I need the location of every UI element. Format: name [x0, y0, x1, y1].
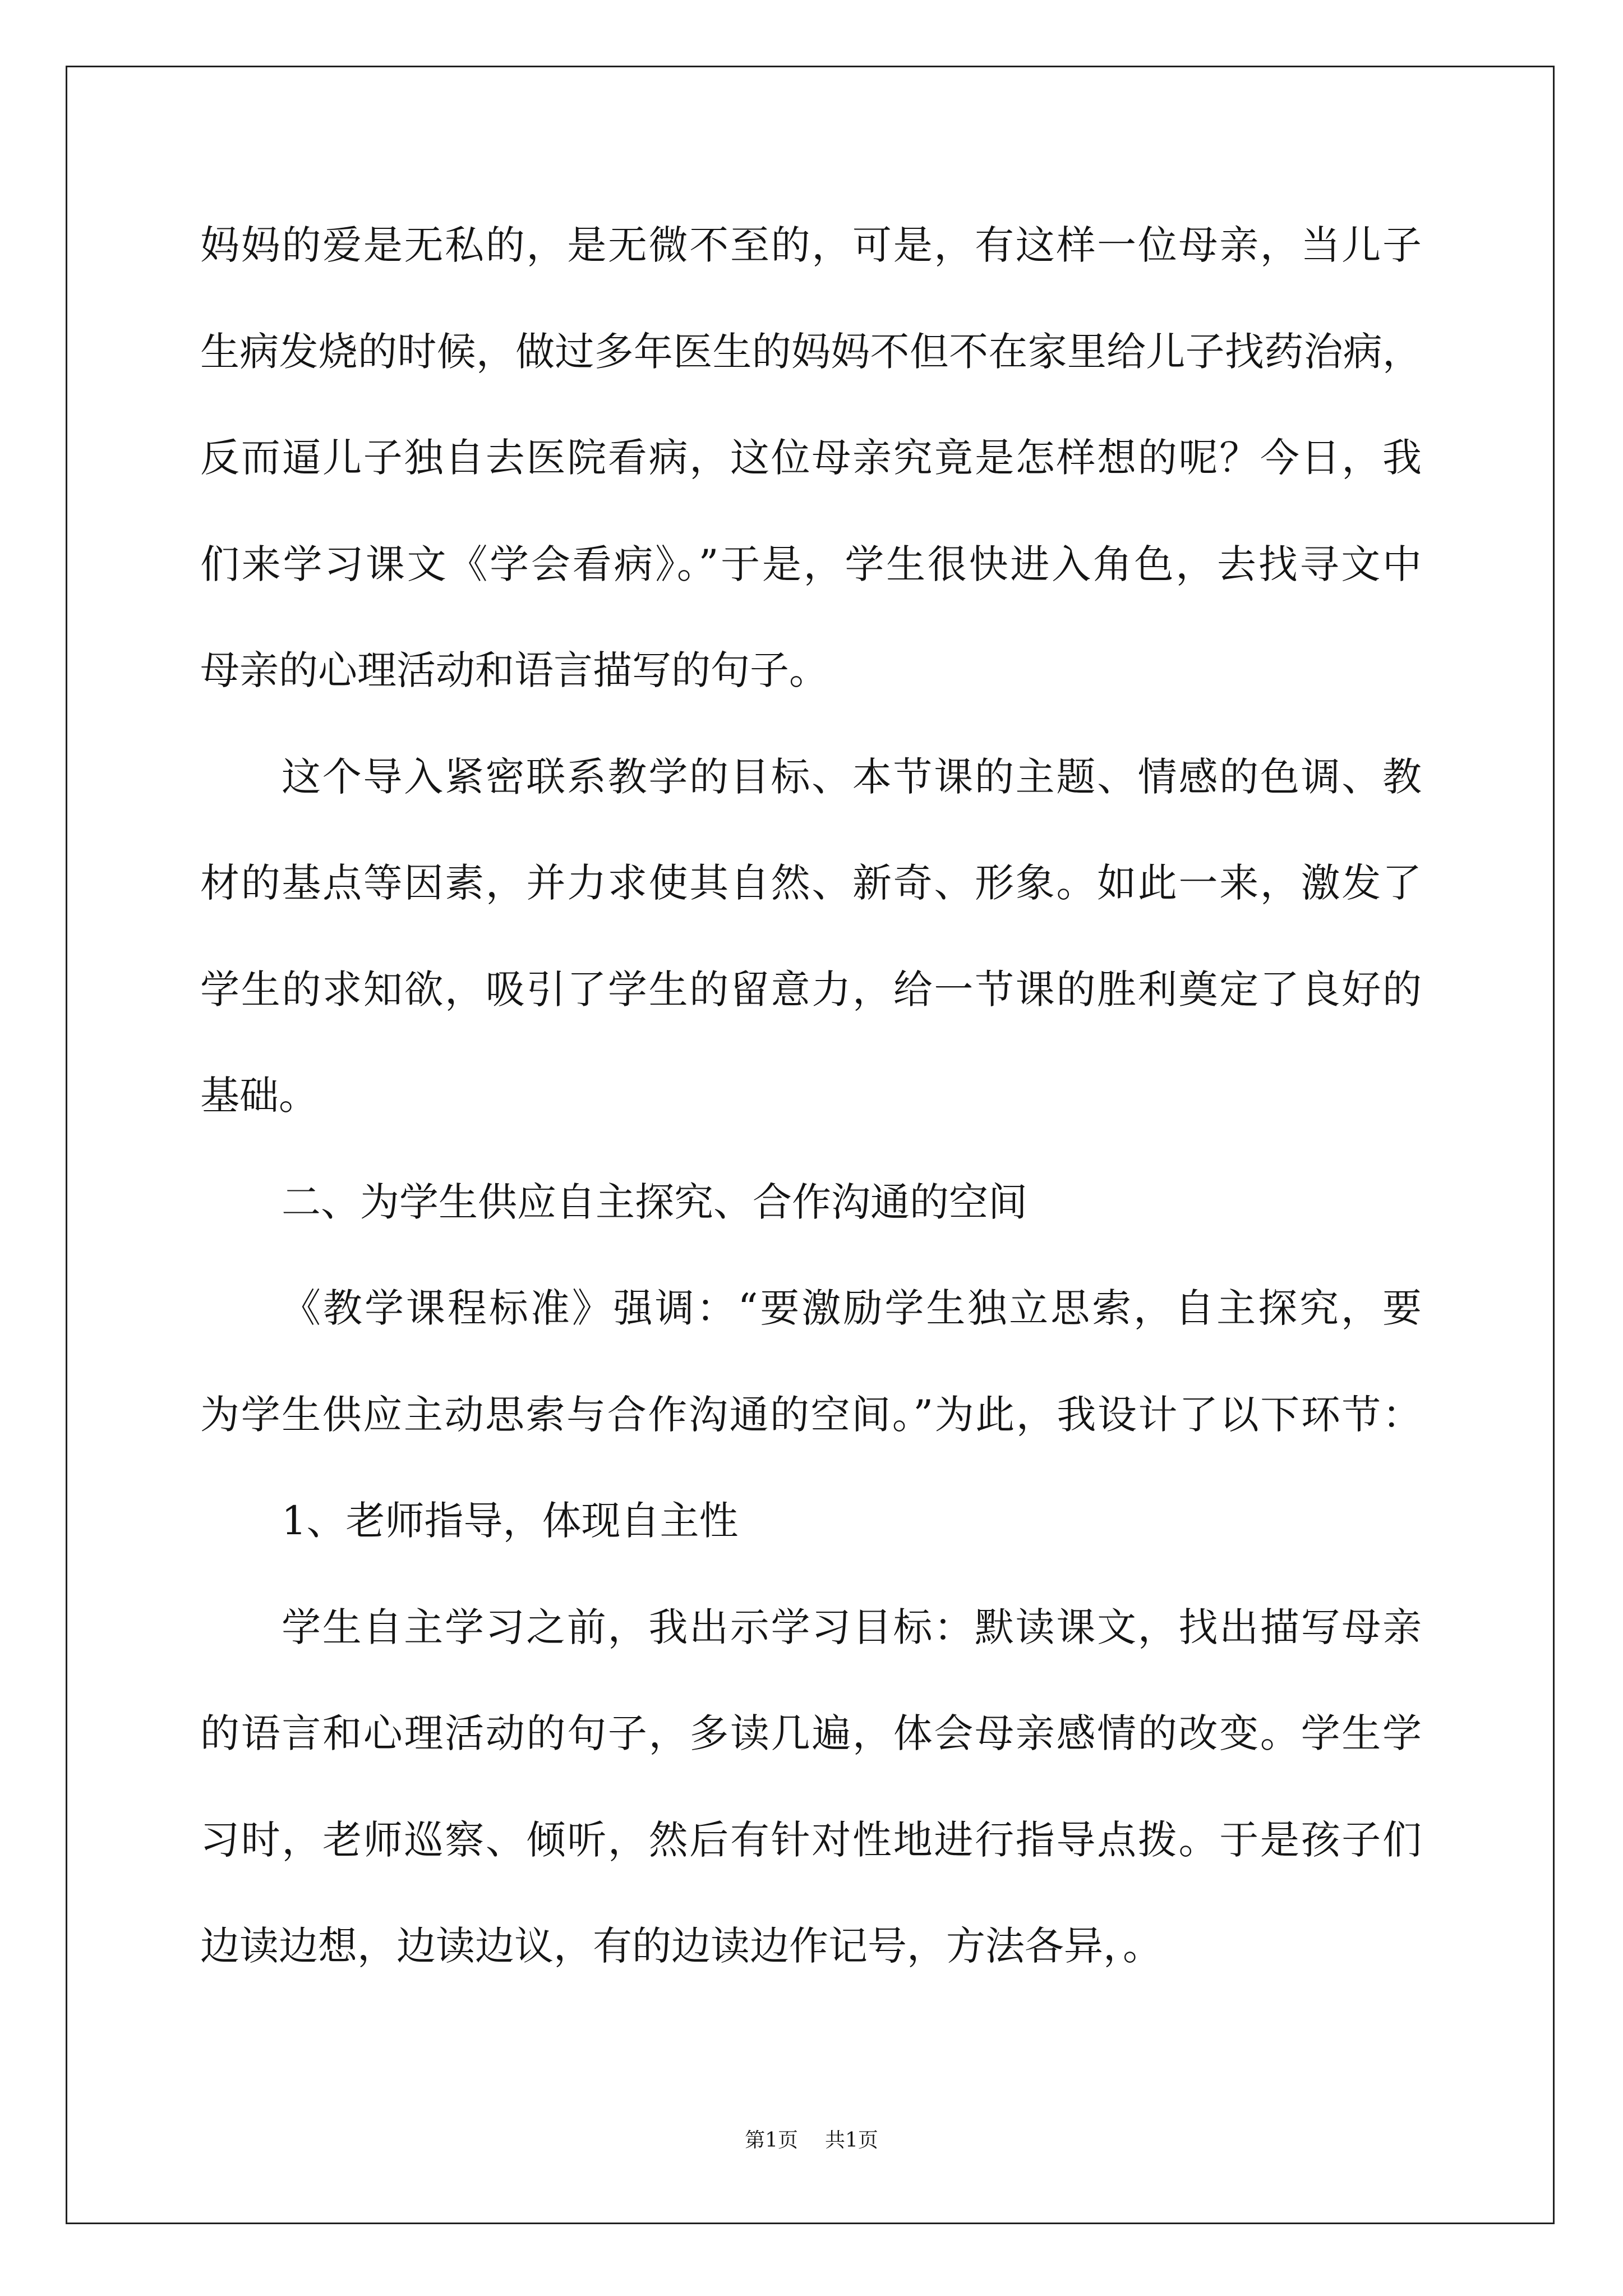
text-line: 母亲的心理活动和语言描写的句子。	[200, 647, 828, 693]
text-line: 的语言和心理活动的句子，多读几遍，体会母亲感情的改变。学生学	[200, 1710, 1422, 1756]
subsection-heading	[200, 1468, 1422, 1575]
text-line: 边读边想，边读边议，有的边读边作记号，方法各异，。	[200, 1923, 1162, 1969]
text-line: 妈妈的爱是无私的，是无微不至的，可是，有这样一位母亲，当儿子	[200, 222, 1422, 268]
document-body	[200, 192, 1422, 2000]
paragraph	[200, 1575, 1422, 2000]
text-line: 基础。	[200, 1073, 318, 1119]
page-footer	[0, 2127, 1623, 2155]
text-line: 为学生供应主动思索与合作沟通的空间。”为此，我设计了以下环节：	[200, 1391, 1422, 1438]
paragraph	[200, 192, 1422, 724]
text-line: 学生的求知欲，吸引了学生的留意力，给一节课的胜利奠定了良好的	[200, 966, 1422, 1013]
text-line: 学生自主学习之前，我出示学习目标：默读课文，找出描写母亲	[282, 1604, 1422, 1650]
text-line: 二、为学生供应自主探究、合作沟通的空间	[282, 1179, 1027, 1225]
page-total: 共1页	[825, 2129, 878, 2152]
text-line: 生病发烧的时候，做过多年医生的妈妈不但不在家里给儿子找药治病，	[200, 328, 1422, 375]
page-number: 第1页	[745, 2129, 798, 2152]
paragraph	[200, 724, 1422, 1149]
section-heading	[200, 1149, 1422, 1256]
text-line: 这个导入紧密联系教学的目标、本节课的主题、情感的色调、教	[282, 753, 1422, 800]
paragraph	[200, 1255, 1422, 1468]
text-line: 们来学习课文《学会看病》。”于是，学生很快进入角色，去找寻文中	[200, 541, 1422, 587]
text-line: 1、老师指导，体现自主性	[282, 1498, 739, 1544]
text-line: 反而逼儿子独自去医院看病，这位母亲究竟是怎样想的呢？今日，我	[200, 435, 1422, 481]
text-line: 材的基点等因素，并力求使其自然、新奇、形象。如此一来，激发了	[200, 860, 1422, 906]
text-line: 习时，老师巡察、倾听，然后有针对性地进行指导点拨。于是孩子们	[200, 1816, 1422, 1863]
text-line: 《教学课程标准》强调：“要激励学生独立思索，自主探究，要	[282, 1285, 1422, 1331]
